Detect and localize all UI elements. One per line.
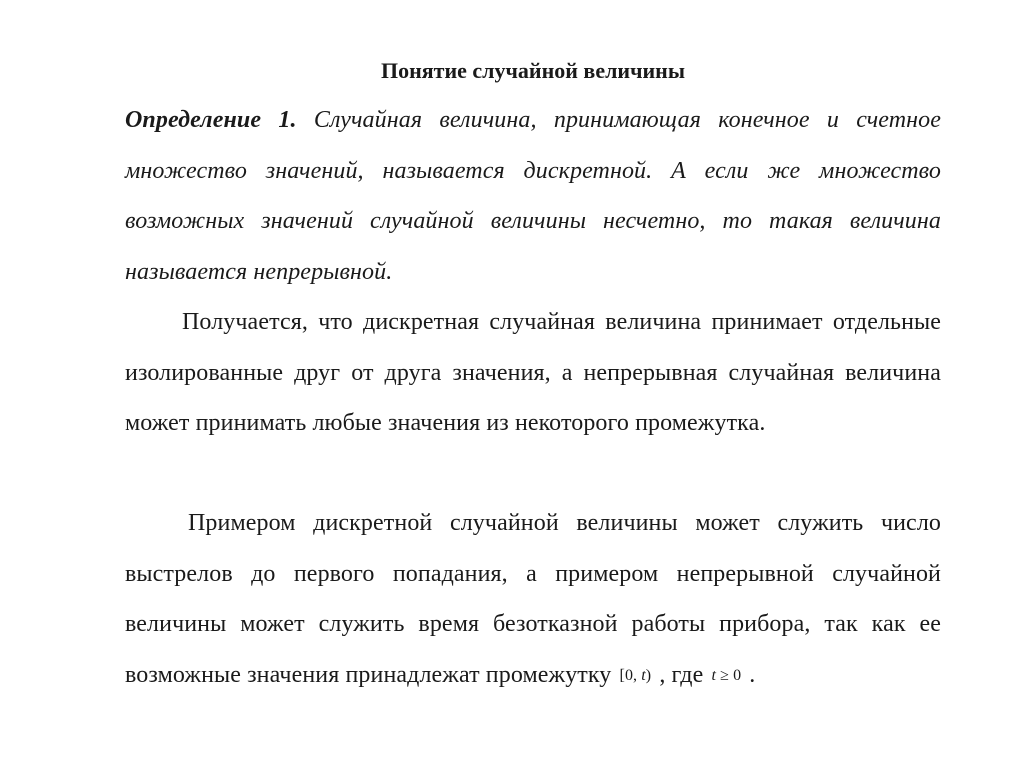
paragraph-3-text: Примером дискретной случайной величины может служить число выстрелов до первого попадания, а примером непрерывной случайной величины может служить время безотказной работы прибора, так как ее возможные значения принадлежат промежутку	[125, 510, 941, 688]
paragraph-3-end: .	[743, 661, 756, 688]
page-title: Понятие случайной величины	[380, 58, 686, 83]
definition-paragraph	[125, 95, 941, 297]
definition-text: Случайная величина, принимающая конечное и счетное множество значений, называется дискретной. А если же множество возможных значений случайной величины несчетно, то такая величина называется непрерывной.	[125, 107, 941, 285]
paragraph-3	[125, 498, 941, 703]
condition-formula: t ≥ 0	[711, 666, 742, 684]
paragraph-3-middle: , где	[653, 661, 710, 688]
interval-formula: [0, t)	[619, 666, 652, 684]
paragraph-2-text: Получается, что дискретная случайная величина принимает отдельные изолированные друг от друга значения, а непрерывная случайная величина может принимать любые значения из некоторого промежутка.	[125, 309, 941, 436]
definition-lead: Определение 1.	[125, 107, 297, 133]
paragraph-2	[125, 297, 941, 449]
